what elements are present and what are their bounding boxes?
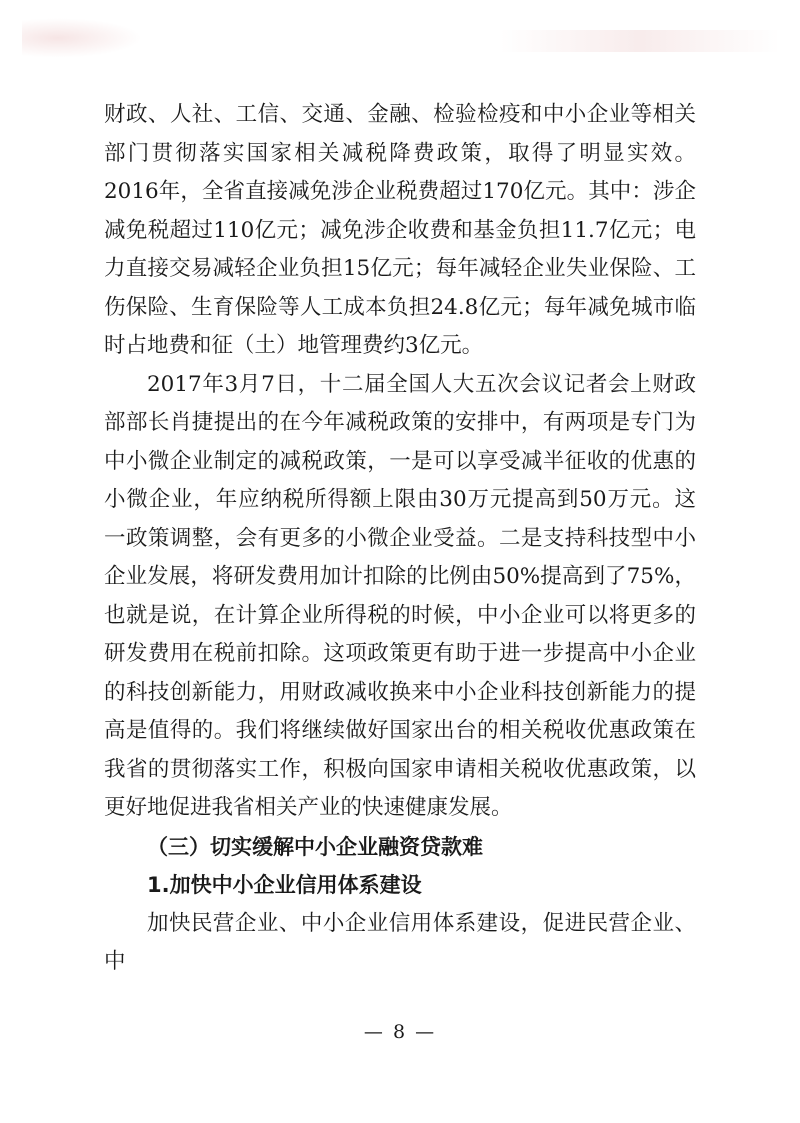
paragraph-continued: 财政、人社、工信、交通、金融、检验检疫和中小企业等相关部门贯彻落实国家相关减税降费政策，取得了明显实效。2016年，全省直接减免涉企业税费超过170亿元。其中：涉企减免税超过110亿元；减免涉企收费和基金负担11.7亿元；电力直接交易减轻企业负担15亿元；每年减轻企业失业保险、工伤保险、生育保险等人工成本负担24.8亿元；每年减免城市临时占地费和征（土）地管理费约3亿元。 (104, 102, 696, 358)
scan-artifact (500, 30, 780, 52)
paragraph-tax-policy: 2017年3月7日，十二届全国人大五次会议记者会上财政部部长肖捷提出的在今年减税政策的安排中，有两项是专门为中小微企业制定的减税政策，一是可以享受减半征收的优惠的小微企业，年应纳税所得额上限由30万元提高到50万元。这一政策调整，会有更多的小微企业受益。二是支持科技型中小企业发展，将研发费用加计扣除的比例由50%提高到了75%，也就是说，在计算企业所得税的时候，中小企业可以将更多的研发费用在税前扣除。这项政策更有助于进一步提高中小企业的科技创新能力，用财政减收换来中小企业科技创新能力的提高是值得的。我们将继续做好国家出台的相关税收优惠政策在我省的贯彻落实工作，积极向国家申请相关税收优惠政策，以更好地促进我省相关产业的快速健康发展。 (104, 371, 696, 820)
sub-heading: 1.加快中小企业信用体系建设 (147, 873, 422, 897)
body-text (104, 96, 696, 982)
paragraph-credit-system: 加快民营企业、中小企业信用体系建设，促进民营企业、中 (104, 910, 696, 974)
page-number: — 8 — (363, 1021, 437, 1043)
scan-artifact (22, 18, 142, 58)
section-heading: （三）切实缓解中小企业融资贷款难 (147, 834, 483, 859)
